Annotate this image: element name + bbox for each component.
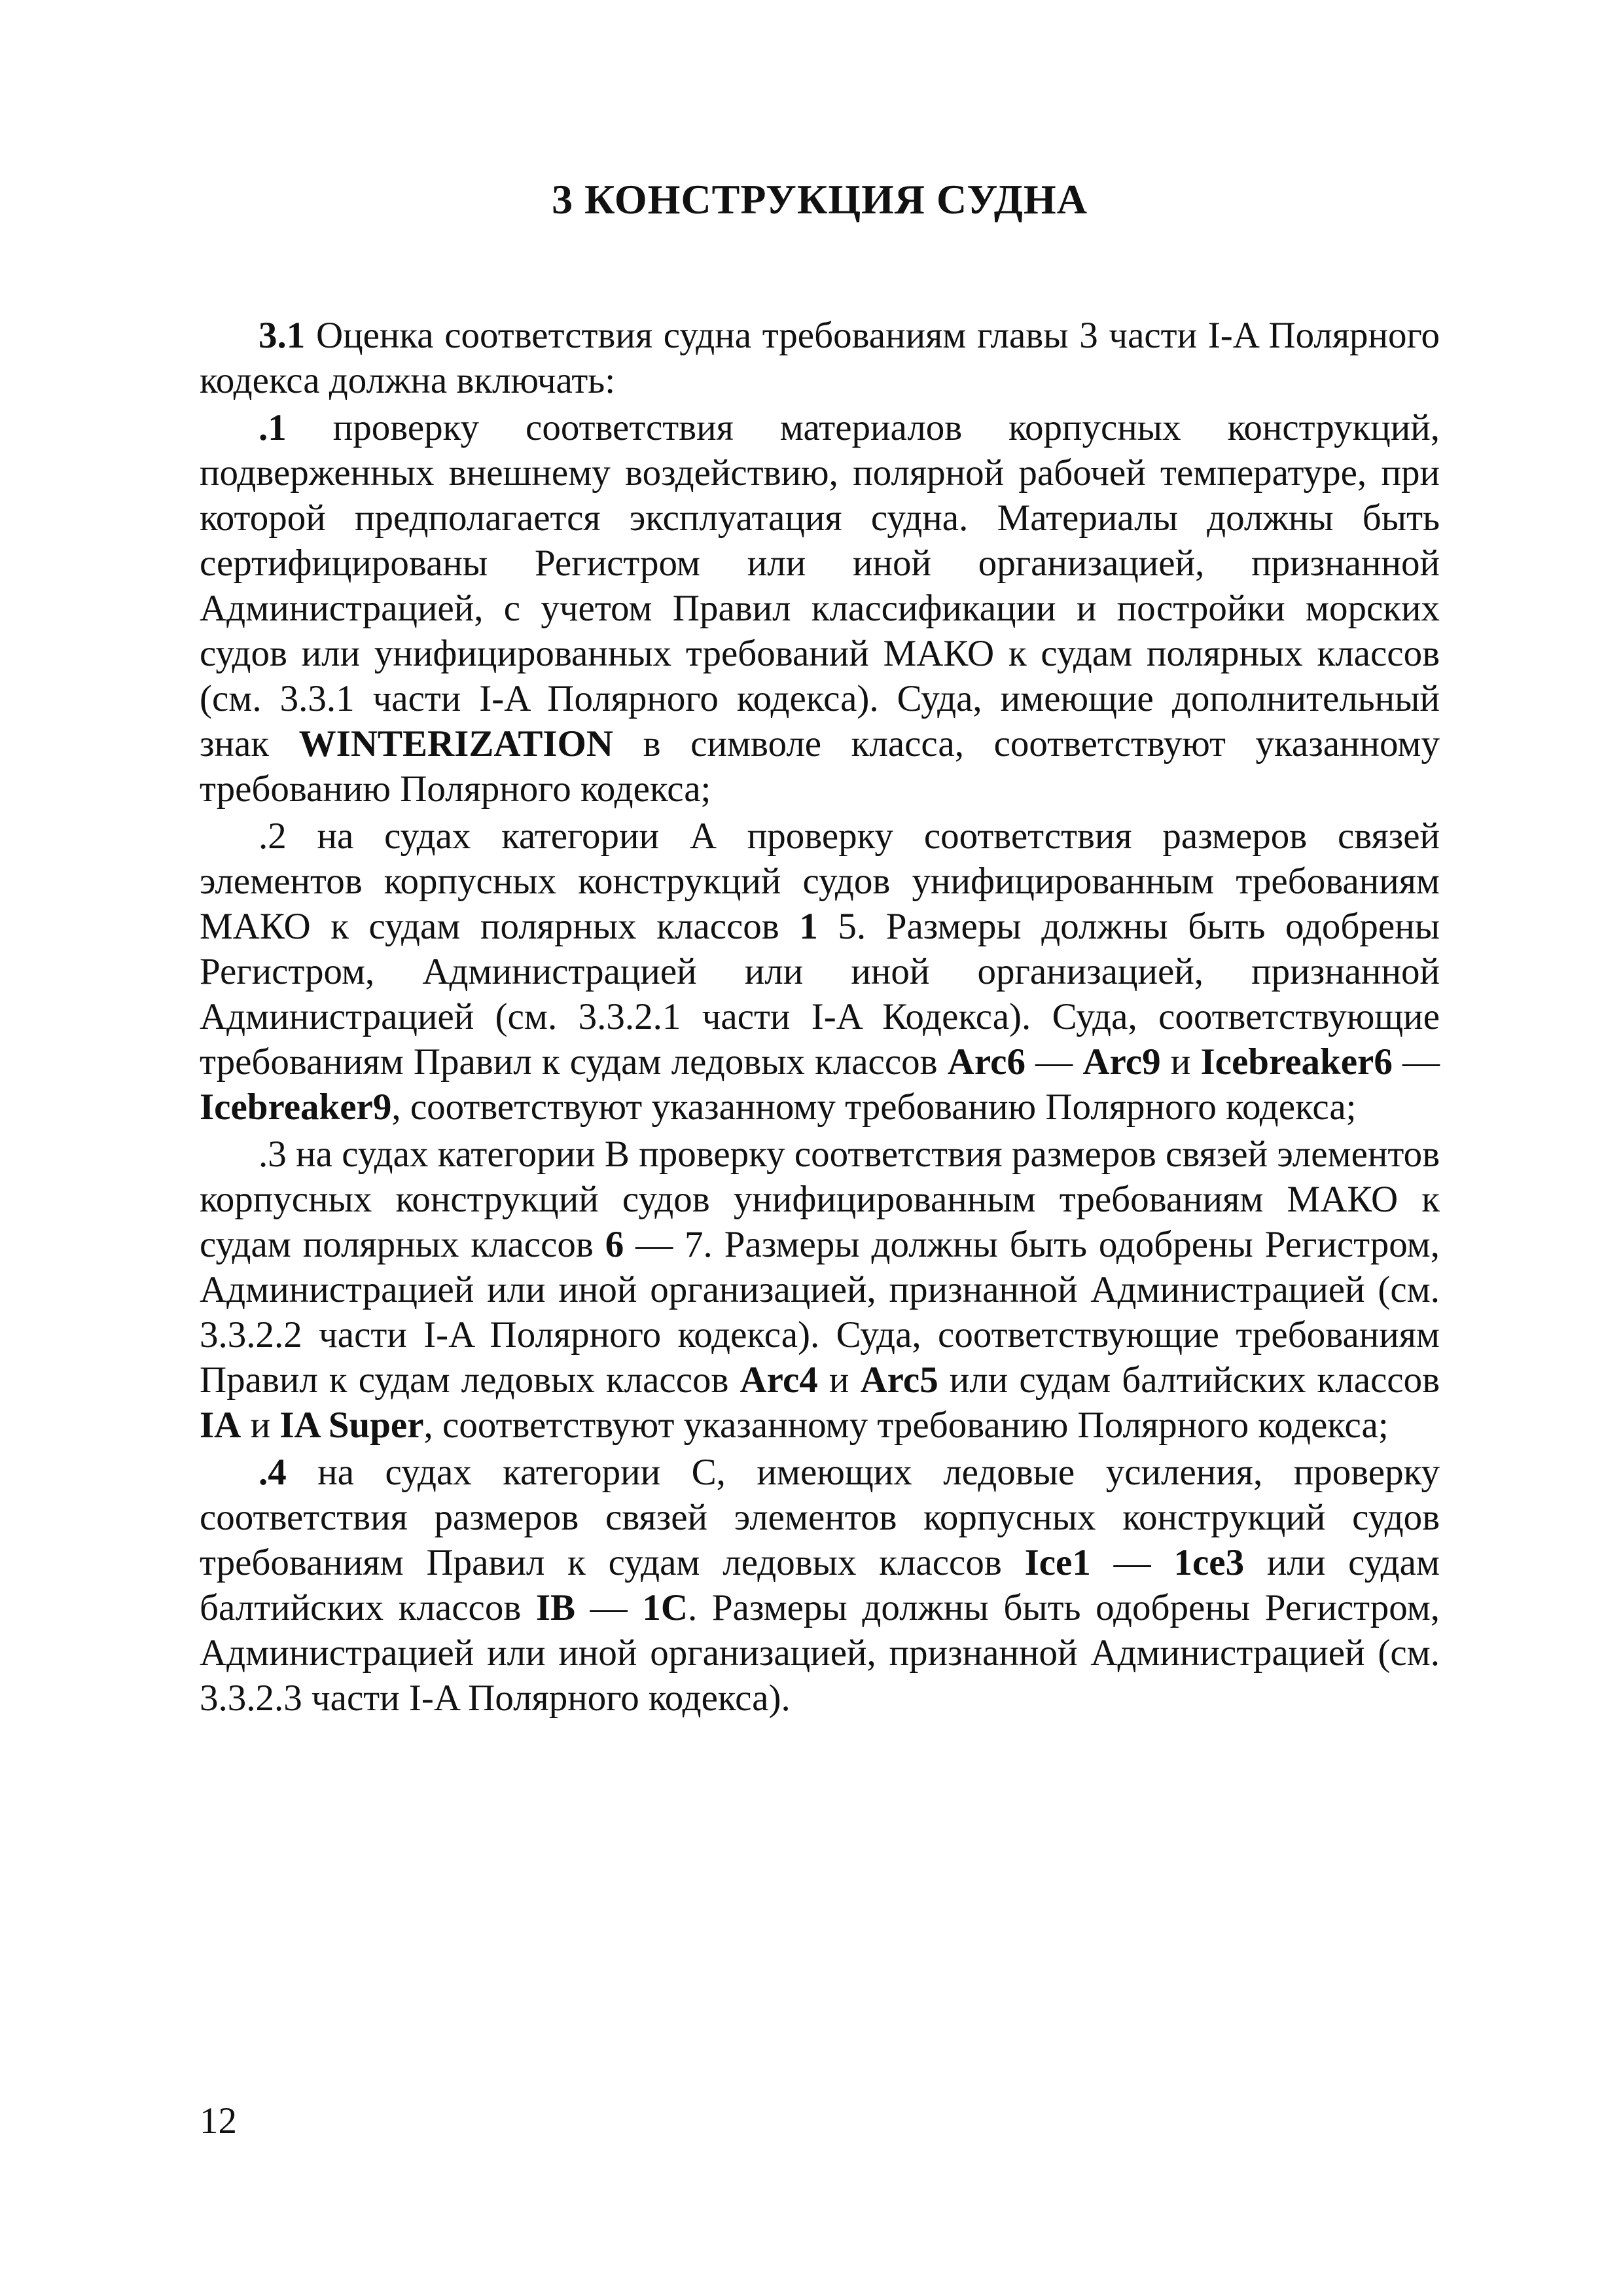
item-text: . Размеры должны быть одобрены Регистром, Администрацией или иной организацией, признанной Администрацией (см. 3.3.2.3 части I-A Полярного кодекса). — [200, 1587, 1440, 1719]
item-number: .3 — [259, 1134, 287, 1175]
item-text: , соответствуют указанному требованию Полярного кодекса; — [423, 1405, 1389, 1446]
class-notation: IA Super — [279, 1405, 424, 1446]
class-notation: IB — [535, 1587, 576, 1628]
list-item-4 — [200, 1450, 1440, 1721]
item-text: или судам балтийских классов — [938, 1359, 1440, 1401]
item-text: на судах категории В проверку соответствия размеров связей элементов корпусных конструкций судов унифицированным требованиям МАКО к судам полярных классов — [200, 1134, 1440, 1265]
item-text: и — [241, 1405, 280, 1446]
item-text: 5. Размеры должны быть одобрены Регистром, Администрацией или иной организацией, признанной Администрацией (см. 3.3.2.1 части I-A Кодекса). Суда, соответствующие требованиям Правил к судам ледовых классов — [200, 906, 1440, 1083]
class-notation: Arc6 — [947, 1041, 1026, 1083]
class-notation: 1 — [799, 906, 818, 947]
list-item-2 — [200, 814, 1440, 1130]
class-notation: 1C — [642, 1587, 688, 1628]
item-text: — — [1025, 1041, 1083, 1083]
item-text: — — [575, 1587, 643, 1628]
class-notation: WINTERIZATION — [298, 723, 614, 764]
class-notation: Arc4 — [740, 1359, 818, 1401]
class-notation: 1ce3 — [1173, 1542, 1245, 1583]
item-text: или судам балтийских классов — [200, 1542, 1440, 1628]
item-number: .2 — [259, 816, 287, 857]
class-notation: IA — [200, 1405, 241, 1446]
list-item-3 — [200, 1132, 1440, 1448]
paragraph-3-1 — [200, 313, 1440, 403]
item-text: и — [817, 1359, 861, 1401]
item-text: и — [1160, 1041, 1201, 1083]
paragraph-number: 3.1 — [259, 315, 306, 356]
class-notation: Icebreaker6 — [1200, 1041, 1393, 1083]
item-number: .1 — [259, 407, 287, 448]
item-text: на судах категории А проверку соответствия размеров связей элементов корпусных конструкций судов унифицированным требованиям МАКО к судам полярных классов — [200, 816, 1440, 947]
page-number: 12 — [200, 2100, 237, 2142]
class-notation: Arc5 — [860, 1359, 938, 1401]
list-item-1 — [200, 405, 1440, 812]
item-text: — — [1392, 1041, 1440, 1083]
item-text: — 7. Размеры должны быть одобрены Регистром, Администрацией или иной организацией, признанной Администрацией (см. 3.3.2.2 части I-A Полярного кодекса). Суда, соответствующие требованиям Правил к судам ледовых классов — [200, 1224, 1440, 1401]
class-notation: Arc9 — [1082, 1041, 1161, 1083]
item-number: .4 — [259, 1452, 287, 1493]
item-text: проверку соответствия материалов корпусных конструкций, подверженных внешнему воздействию, полярной рабочей температуре, при которой предполагается эксплуатация судна. Материалы должны быть сертифицированы Регистром или иной организацией, признанной Администрацией, с учетом Правил классификации и постройки морских судов или унифицированных требований МАКО к судам полярных классов (см. 3.3.1 части I-A Полярного кодекса). Суда, имеющие дополнительный знак — [200, 407, 1440, 764]
item-text: на судах категории С, имеющих ледовые усиления, проверку соответствия размеров связей элементов корпусных конструкций судов требованиям Правил к судам ледовых классов — [200, 1452, 1440, 1583]
paragraph-text: Оценка соответствия судна требованиям главы 3 части I-A Полярного кодекса должна включать: — [200, 315, 1440, 401]
class-notation: 6 — [605, 1224, 624, 1265]
class-notation: Icebreaker9 — [200, 1086, 392, 1128]
item-text: — — [1090, 1542, 1174, 1583]
page-title: 3 КОНСТРУКЦИЯ СУДНА — [552, 176, 1088, 223]
item-text: в символе класса, соответствуют указанному требованию Полярного кодекса; — [200, 723, 1440, 810]
item-text: , соответствуют указанному требованию Полярного кодекса; — [391, 1086, 1357, 1128]
class-notation: Ice1 — [1024, 1542, 1091, 1583]
document-body — [200, 313, 1440, 1723]
